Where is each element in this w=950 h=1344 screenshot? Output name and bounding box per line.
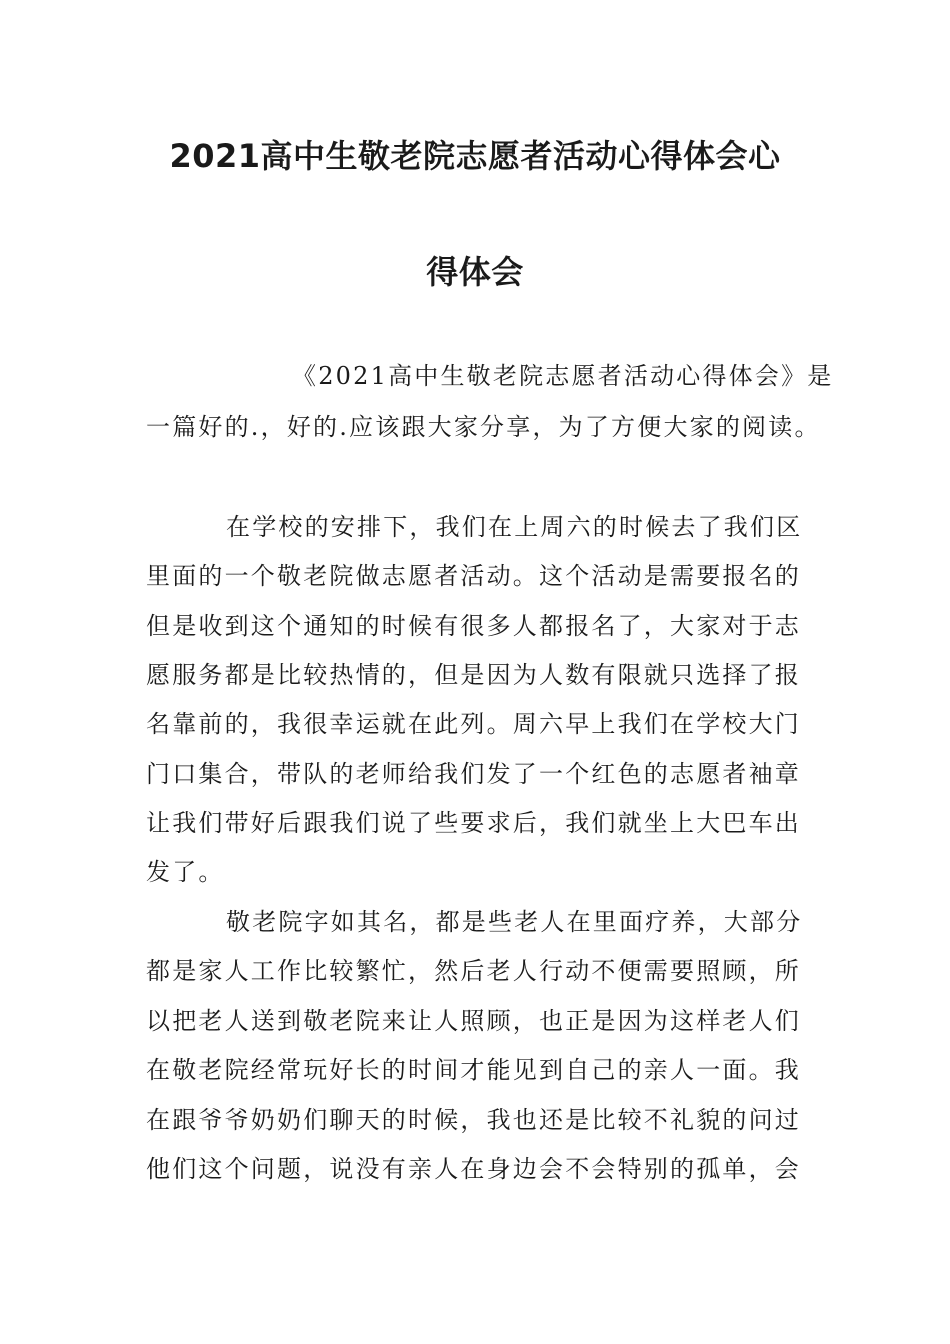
intro-line: 《2021高中生敬老院志愿者活动心得体会》是 — [292, 362, 834, 390]
paragraph-line: 他们这个问题，说没有亲人在身边会不会特别的孤单，会 — [146, 1155, 801, 1183]
paragraph-line: 在敬老院经常玩好长的时间才能见到自己的亲人一面。我 — [146, 1056, 801, 1084]
paragraph-line: 在学校的安排下，我们在上周六的时候去了我们区 — [226, 513, 803, 541]
document-title-line-1: 2021高中生敬老院志愿者活动心得体会心 — [169, 137, 781, 175]
paragraph-line: 发了。 — [146, 858, 225, 886]
intro-line: 一篇好的.，好的.应该跟大家分享，为了方便大家的阅读。 — [146, 413, 821, 441]
paragraph-line: 以把老人送到敬老院来让人照顾，也正是因为这样老人们 — [146, 1007, 801, 1035]
paragraph-line: 门口集合，带队的老师给我们发了一个红色的志愿者袖章 — [146, 760, 801, 788]
paragraph-line: 敬老院字如其名，都是些老人在里面疗养，大部分 — [226, 908, 803, 936]
paragraph-line: 都是家人工作比较繁忙，然后老人行动不便需要照顾，所 — [146, 957, 801, 985]
paragraph-line: 愿服务都是比较热情的，但是因为人数有限就只选择了报 — [146, 661, 801, 689]
paragraph-line: 但是收到这个通知的时候有很多人都报名了，大家对于志 — [146, 612, 801, 640]
paragraph-line: 让我们带好后跟我们说了些要求后，我们就坐上大巴车出 — [146, 809, 801, 837]
paragraph-line: 里面的一个敬老院做志愿者活动。这个活动是需要报名的 — [146, 562, 801, 590]
paragraph-line: 在跟爷爷奶奶们聊天的时候，我也还是比较不礼貌的问过 — [146, 1106, 801, 1134]
document-title-line-2: 得体会 — [426, 253, 524, 291]
paragraph-line: 名靠前的，我很幸运就在此列。周六早上我们在学校大门 — [146, 710, 801, 738]
